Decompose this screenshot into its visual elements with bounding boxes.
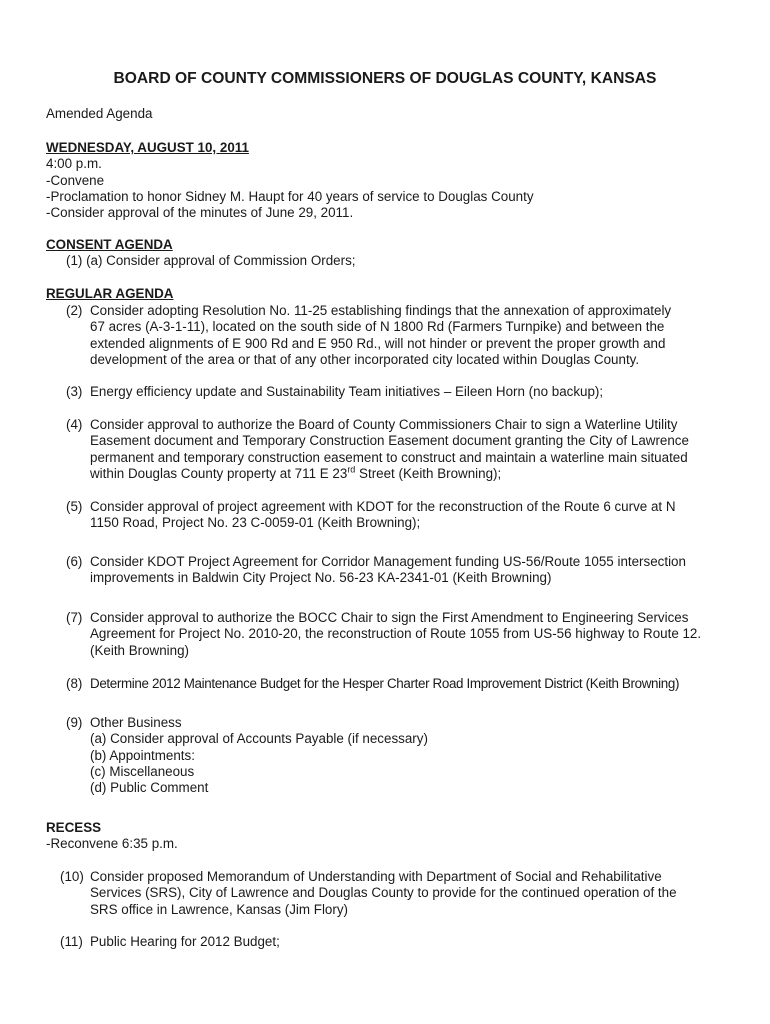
agenda-item-3 (66, 384, 740, 400)
reconvene-time: -Reconvene 6:35 p.m. (46, 836, 178, 852)
item-text-line: development of the area or that of any other incorporated city located within Douglas County. (90, 351, 640, 367)
opening-item: -Consider approval of the minutes of June 29, 2011. (46, 205, 354, 221)
item-text-line: Determine 2012 Maintenance Budget for the Hesper Charter Road Improvement District (Keith Browning) (90, 676, 680, 691)
item-text-line: SRS office in Lawrence, Kansas (Jim Flory) (90, 901, 348, 917)
item-text-line: extended alignments of E 900 Rd and E 950 Rd., will not hinder or prevent the proper growth and (90, 335, 666, 351)
ordinal-superscript: rd (347, 464, 356, 475)
item-text-line: (Keith Browning) (90, 642, 189, 658)
agenda-item-8 (66, 676, 740, 692)
page-title: BOARD OF COUNTY COMMISSIONERS OF DOUGLAS COUNTY, KANSAS (113, 70, 657, 87)
item-text-line: Agreement for Project No. 2010-20, the reconstruction of Route 1055 from US-56 highway to Route 12. (90, 626, 702, 642)
item-text-line: Consider approval to authorize the Board of County Commissioners Chair to sign a Waterline Utility (90, 417, 678, 432)
item-number: (9) (66, 715, 83, 730)
item-text-fragment: Street (Keith Browning); (355, 465, 502, 481)
consent-item-1: (1) (a) Consider approval of Commission Orders; (66, 253, 356, 269)
item-text-line: 1150 Road, Project No. 23 C-0059-01 (Keith Browning); (90, 515, 421, 531)
consent-agenda-section (46, 237, 740, 270)
recess-section (46, 820, 740, 853)
sub-item: (d) Public Comment (90, 780, 209, 796)
item-text-line: Other Business (90, 715, 182, 730)
recess-heading: RECESS (46, 820, 102, 835)
consent-agenda-heading: CONSENT AGENDA (46, 237, 173, 252)
item-text-line: Consider approval to authorize the BOCC Chair to sign the First Amendment to Engineering Services (90, 610, 689, 625)
agenda-item-2 (66, 303, 740, 368)
sub-item: (c) Miscellaneous (90, 763, 195, 779)
regular-agenda-heading-block (46, 286, 740, 302)
item-text-line: Services (SRS), City of Lawrence and Douglas County to provide for the continued operation of the (90, 885, 677, 901)
item-text-line: Energy efficiency update and Sustainability Team initiatives – Eileen Horn (no backup); (90, 384, 604, 399)
subtitle-text: Amended Agenda (46, 106, 153, 121)
item-text-line: Consider adopting Resolution No. 11-25 establishing findings that the annexation of approximately (90, 303, 672, 318)
item-text-fragment: within Douglas County property at 711 E 23 (90, 465, 348, 481)
agenda-item-7 (66, 610, 740, 659)
agenda-item-4 (66, 417, 740, 482)
item-number: (8) (66, 676, 83, 691)
meeting-time: 4:00 p.m. (46, 156, 102, 172)
opening-item: -Proclamation to honor Sidney M. Haupt for 40 years of service to Douglas County (46, 188, 534, 204)
item-text-line: Public Hearing for 2012 Budget; (90, 934, 280, 949)
agenda-item-5 (66, 499, 740, 532)
regular-agenda-heading: REGULAR AGENDA (46, 286, 174, 301)
item-number: (5) (66, 499, 83, 514)
item-text-line: improvements in Baldwin City Project No. 56-23 KA-2341-01 (Keith Browning) (90, 570, 552, 586)
item-text-line: permanent and temporary construction easement to construct and maintain a waterline main situated (90, 449, 688, 465)
opening-item: -Convene (46, 172, 105, 188)
meeting-date: WEDNESDAY, AUGUST 10, 2011 (46, 140, 249, 155)
agenda-subtitle (46, 106, 740, 122)
item-number: (3) (66, 384, 83, 399)
item-number: (4) (66, 417, 83, 432)
item-text-line: Consider proposed Memorandum of Understanding with Department of Social and Rehabilitative (90, 869, 662, 884)
agenda-item-6 (66, 554, 740, 587)
item-text-line: Consider approval of project agreement with KDOT for the reconstruction of the Route 6 curve at N (90, 499, 676, 514)
item-number: (2) (66, 303, 83, 318)
item-number: (6) (66, 554, 83, 569)
agenda-item-9 (66, 715, 740, 796)
item-text-line (90, 466, 740, 482)
item-number: (10) (60, 869, 84, 884)
agenda-item-10 (60, 869, 740, 918)
item-text-line: Easement document and Temporary Construction Easement document granting the City of Lawrence (90, 433, 689, 449)
item-text-line: 67 acres (A-3-1-11), located on the south side of N 1800 Rd (Farmers Turnpike) and between the (90, 319, 665, 335)
item-number: (11) (60, 934, 83, 949)
sub-item: (a) Consider approval of Accounts Payable (if necessary) (90, 731, 428, 747)
item-text-line: Consider KDOT Project Agreement for Corridor Management funding US-56/Route 1055 intersection (90, 554, 686, 569)
agenda-item-11 (60, 934, 740, 950)
item-number: (7) (66, 610, 83, 625)
sub-item: (b) Appointments: (90, 747, 195, 763)
meeting-header (46, 140, 740, 221)
